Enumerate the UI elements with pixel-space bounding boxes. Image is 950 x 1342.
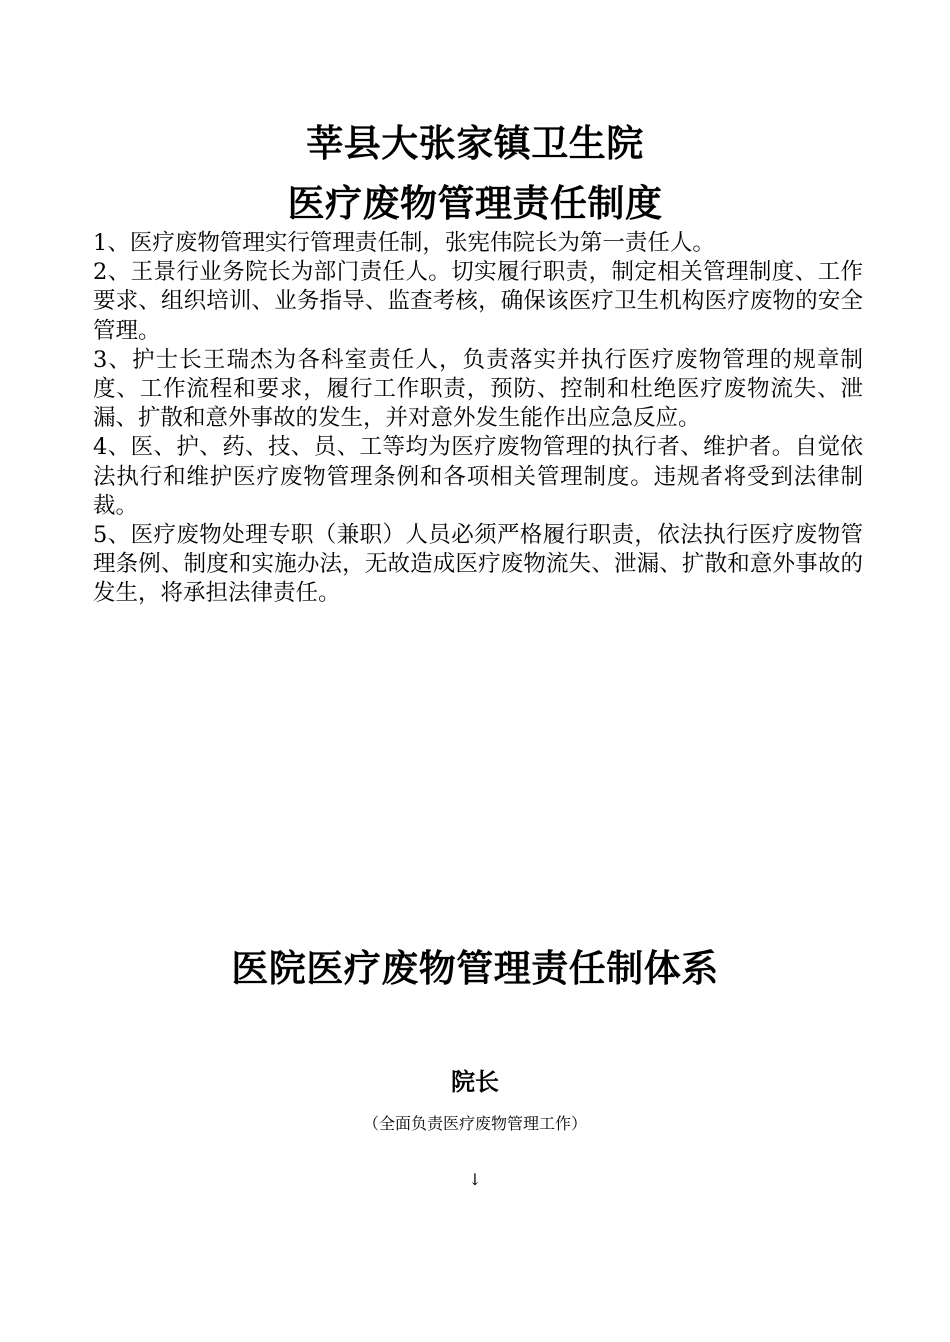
- role-description: （全面负责医疗废物管理工作）: [362, 1114, 587, 1133]
- role-title: 院长: [451, 1068, 499, 1096]
- document-title: 医疗废物管理责任制度: [287, 182, 663, 225]
- down-arrow-icon: ↓: [468, 1170, 482, 1189]
- paragraph-1: 1、医疗废物管理实行管理责任制，张宪伟院长为第一责任人。: [93, 230, 715, 256]
- document-body: [93, 229, 863, 609]
- paragraph-2: 2、王景行业务院长为部门责任人。切实履行职责，制定相关管理制度、工作要求、组织培训、业务指导、监查考核，确保该医疗卫生机构医疗废物的安全管理。: [93, 259, 863, 344]
- system-title: 医院医疗废物管理责任制体系: [231, 947, 719, 990]
- paragraph-4: 4、医、护、药、技、员、工等均为医疗废物管理的执行者、维护者。自觉依法执行和维护医疗废物管理条例和各项相关管理制度。违规者将受到法律制裁。: [93, 434, 863, 519]
- paragraph-5: 5、医疗废物处理专职（兼职）人员必须严格履行职责，依法执行医疗废物管理条例、制度和实施办法，无故造成医疗废物流失、泄漏、扩散和意外事故的发生，将承担法律责任。: [93, 522, 863, 607]
- paragraph-3: 3、护士长王瑞杰为各科室责任人，负责落实并执行医疗废物管理的规章制度、工作流程和要求，履行工作职责，预防、控制和杜绝医疗废物流失、泄漏、扩散和意外事故的发生，并对意外发生能作出应急反应。: [93, 346, 863, 432]
- institution-title: 莘县大张家镇卫生院: [306, 122, 644, 165]
